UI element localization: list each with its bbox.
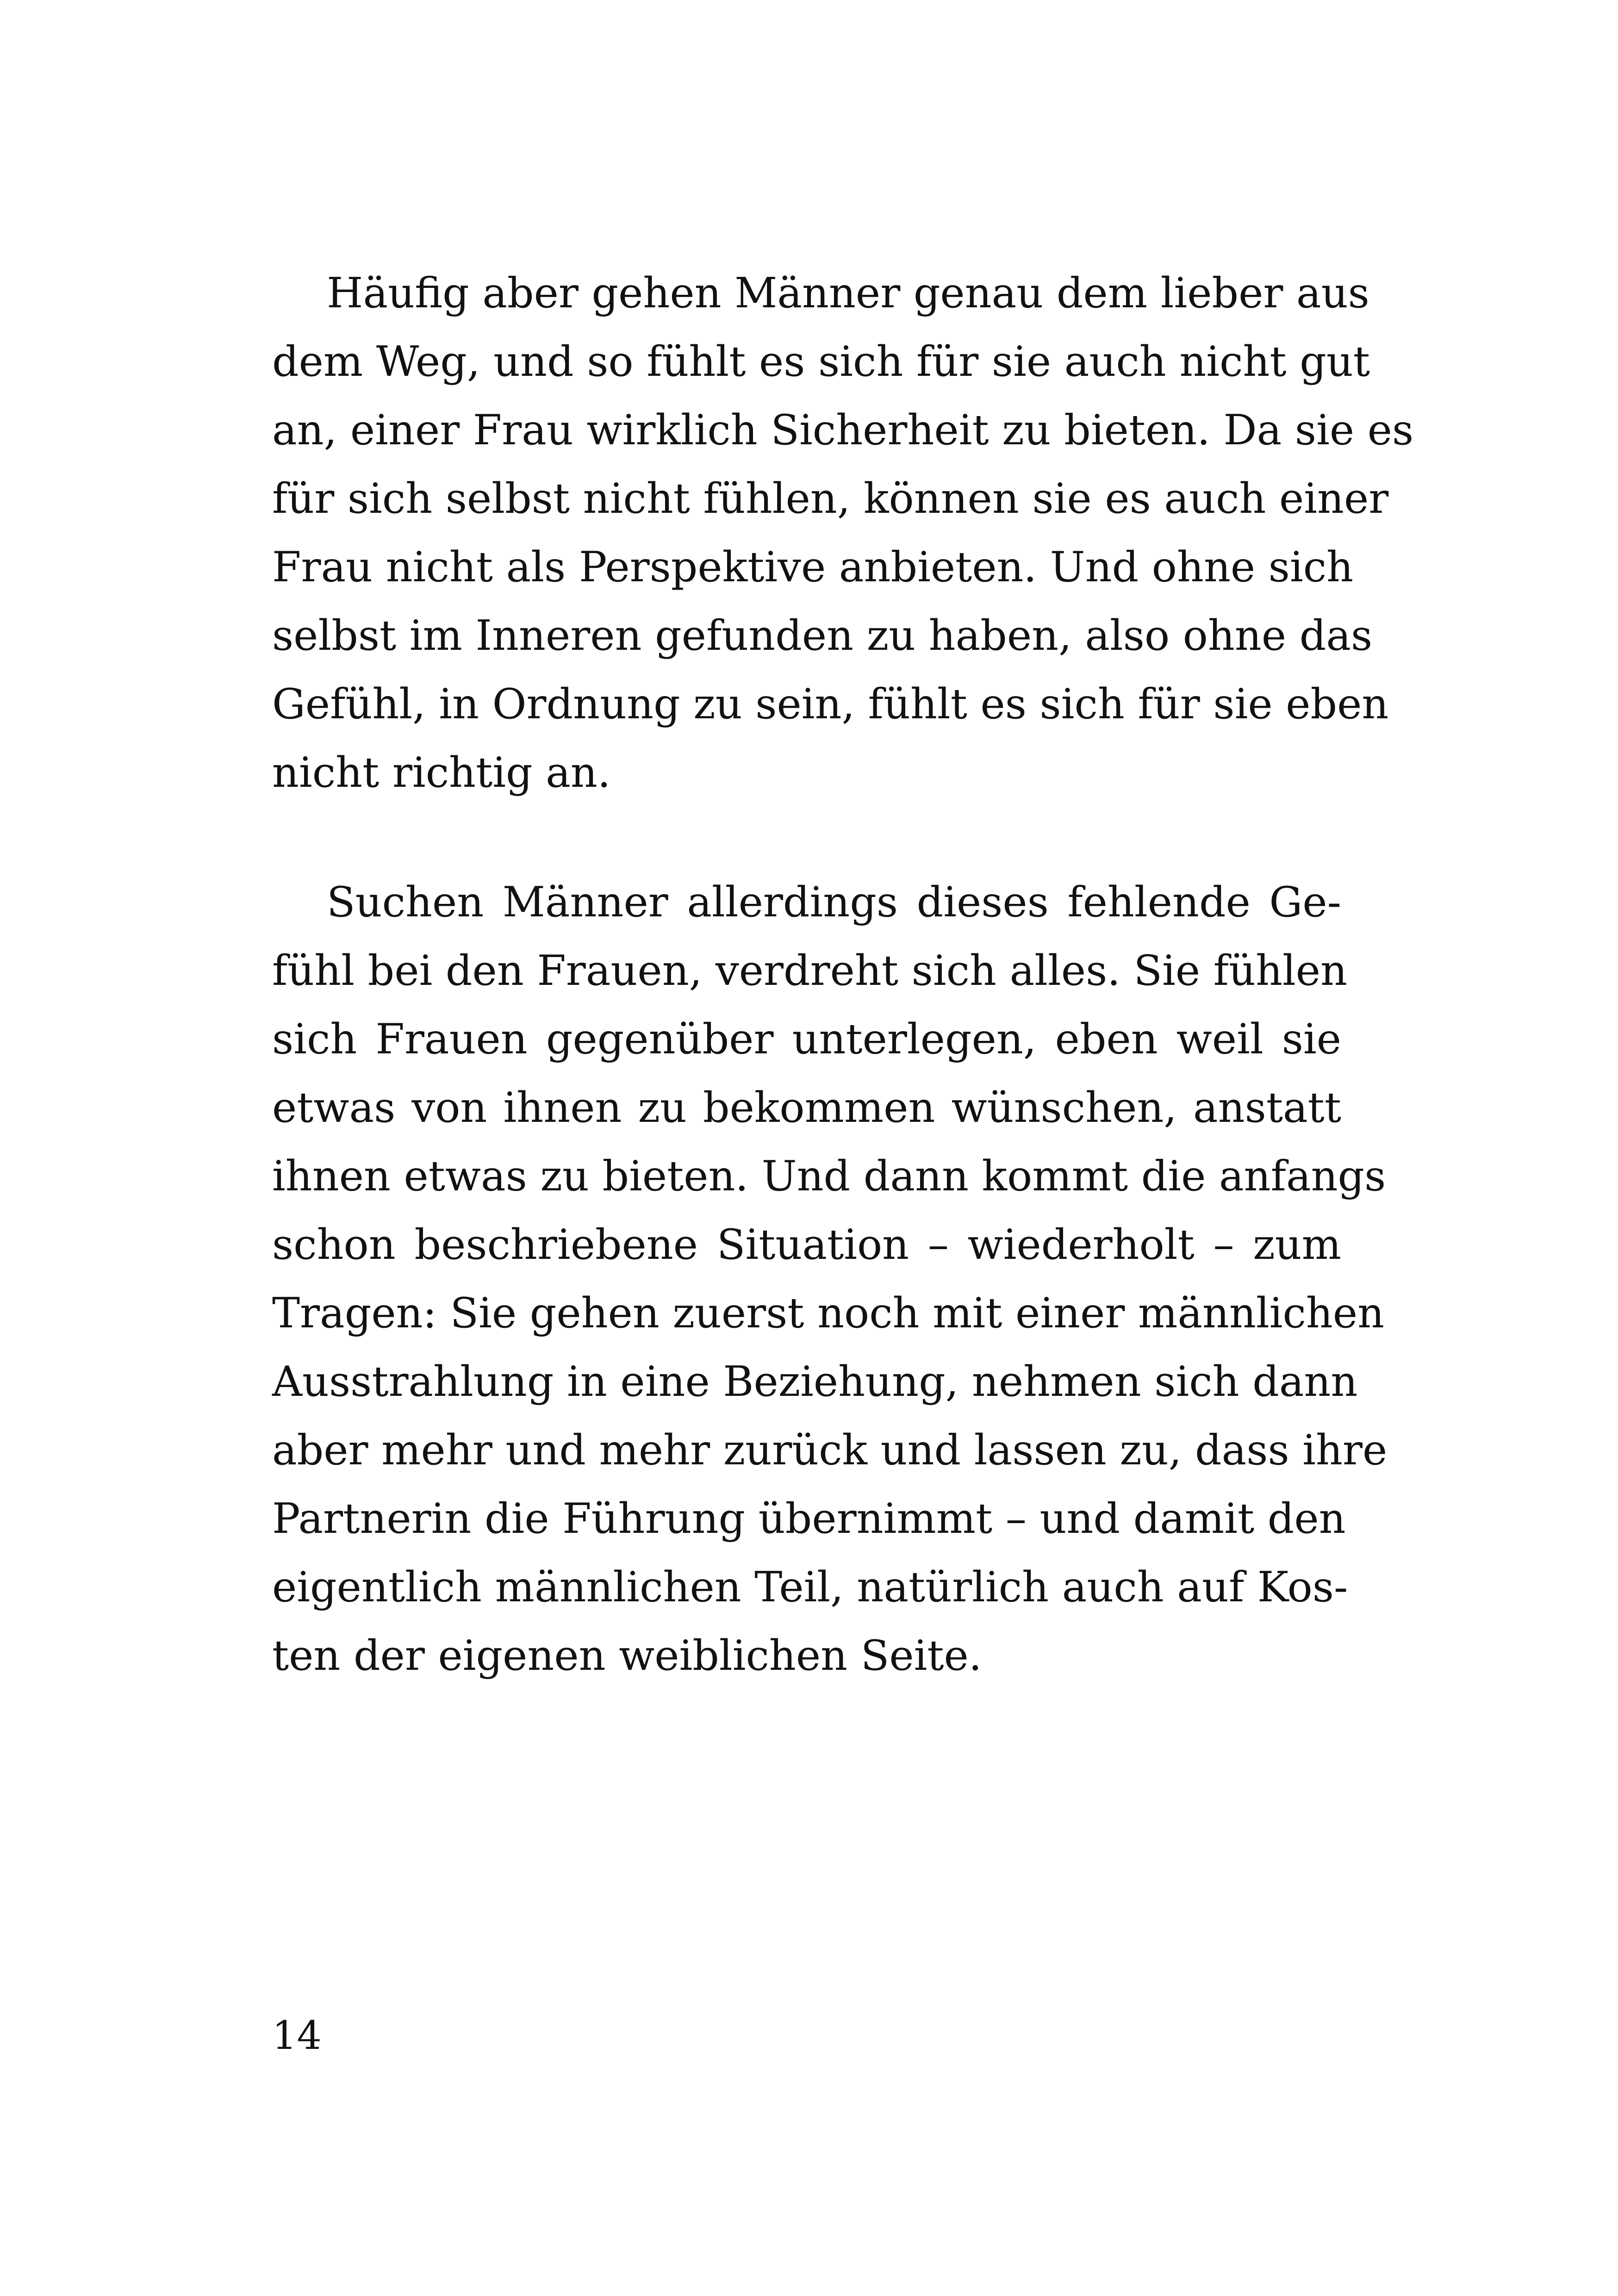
- paragraph-line: Häufig aber gehen Männer genau dem lieber aus: [327, 269, 1369, 317]
- paragraph-line: Frau nicht als Perspektive anbieten. Und ohne sich: [272, 543, 1354, 591]
- paragraph-line: schon beschriebene Situation – wiederholt – zum: [272, 1220, 1341, 1269]
- paragraph-line: ihnen etwas zu bieten. Und dann kommt die anfangs: [272, 1152, 1386, 1201]
- paragraph-line: aber mehr und mehr zurück und lassen zu, dass ihre: [272, 1426, 1388, 1475]
- paragraph-1: [272, 259, 1414, 807]
- page-number: 14: [272, 2013, 322, 2058]
- paragraph-line: Gefühl, in Ordnung zu sein, fühlt es sich für sie eben: [272, 680, 1389, 728]
- paragraph-line: eigentlich männlichen Teil, natürlich auch auf Kos-: [272, 1563, 1348, 1612]
- paragraph-line: an, einer Frau wirklich Sicherheit zu bieten. Da sie es: [272, 406, 1414, 454]
- paragraph-line: nicht richtig an.: [272, 748, 611, 797]
- paragraph-line: Suchen Männer allerdings dieses fehlende Ge-: [327, 878, 1341, 927]
- paragraph-line: selbst im Inneren gefunden zu haben, also ohne das: [272, 611, 1373, 660]
- paragraph-line: fühl bei den Frauen, verdreht sich alles. Sie fühlen: [272, 946, 1348, 995]
- paragraph-line: Partnerin die Führung übernimmt – und damit den: [272, 1494, 1346, 1543]
- paragraph-line: Tragen: Sie gehen zuerst noch mit einer männlichen: [272, 1289, 1385, 1338]
- paragraph-line: ten der eigenen weiblichen Seite.: [272, 1631, 982, 1680]
- paragraph-2: [272, 868, 1388, 1690]
- paragraph-line: Ausstrahlung in eine Beziehung, nehmen sich dann: [272, 1357, 1358, 1406]
- paragraph-line: sich Frauen gegenüber unterlegen, eben weil sie: [272, 1015, 1341, 1064]
- paragraph-line: für sich selbst nicht fühlen, können sie es auch einer: [272, 474, 1389, 523]
- paragraph-line: etwas von ihnen zu bekommen wünschen, anstatt: [272, 1083, 1341, 1132]
- paragraph-line: dem Weg, und so fühlt es sich für sie auch nicht gut: [272, 337, 1370, 386]
